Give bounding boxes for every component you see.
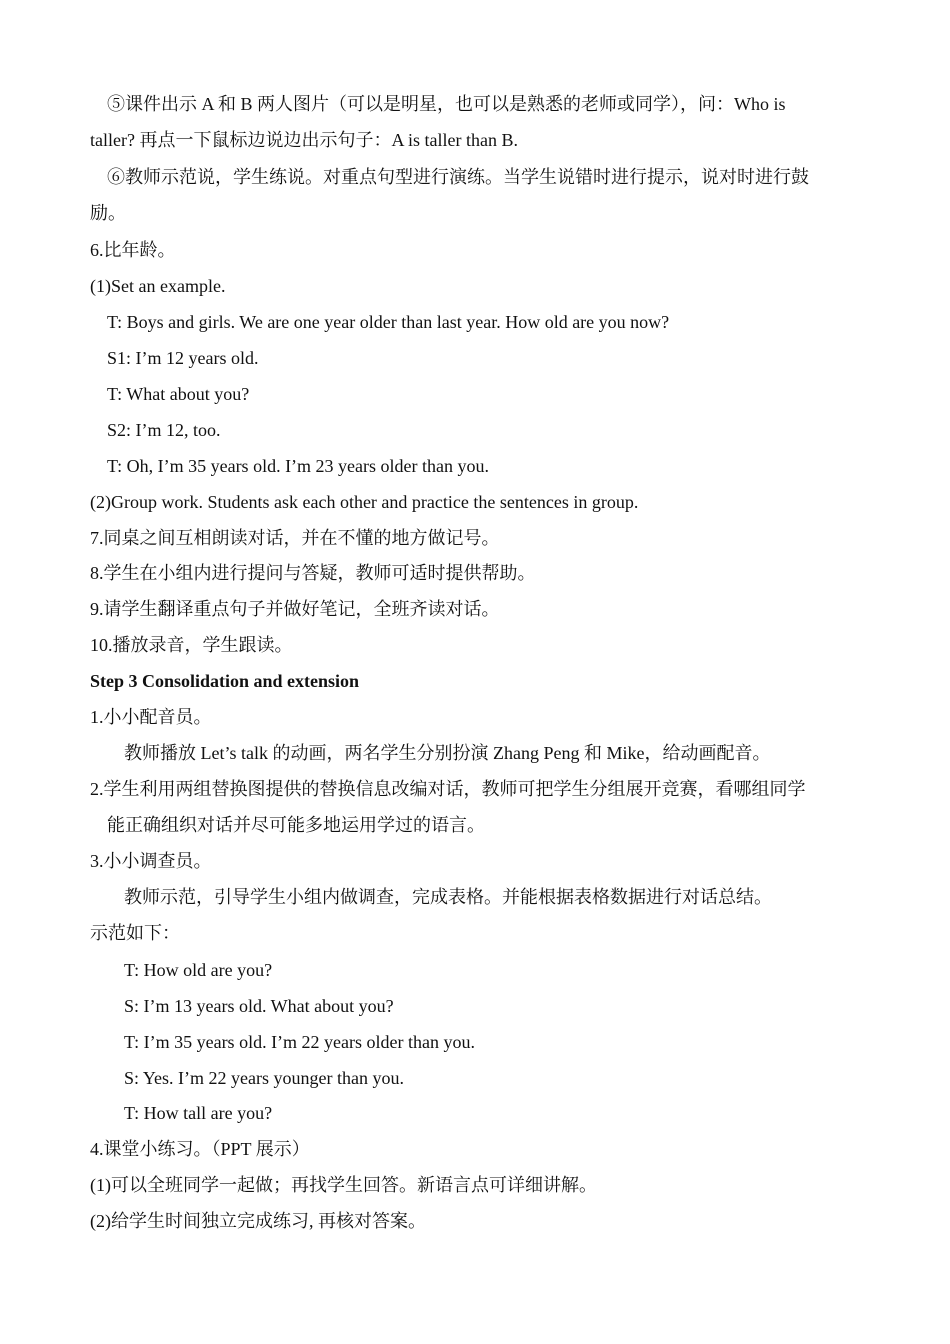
text-line: 4.课堂小练习。（PPT 展示） [90,1139,310,1159]
text-line: 能正确组织对话并尽可能多地运用学过的语言。 [107,815,485,835]
text-line: 示范如下： [90,923,180,943]
dialogue-line: T: I’m 35 years old. I’m 22 years older than you. [124,1032,476,1052]
dialogue-line: S1: I’m 12 years old. [107,348,259,368]
text-line: 2.学生利用两组替换图提供的替换信息改编对话，教师可把学生分组展开竞赛，看哪组同学 [90,779,806,799]
text-line: 教师播放 Let’s talk 的动画，两名学生分别扮演 Zhang Peng 和 Mike，给动画配音。 [124,743,771,763]
dialogue-line: S: I’m 13 years old. What about you? [124,996,394,1016]
dialogue-line: T: Boys and girls. We are one year older than last year. How old are you now? [107,312,670,332]
step-heading: Step 3 Consolidation and extension [90,671,360,691]
dialogue-line: S2: I’m 12, too. [107,420,221,440]
dialogue-line: T: How old are you? [124,960,273,980]
text-line: 8.学生在小组内进行提问与答疑，教师可适时提供帮助。 [90,563,536,583]
text-line: (2)给学生时间独立完成练习, 再核对答案。 [90,1211,426,1231]
text-line: 9.请学生翻译重点句子并做好笔记，全班齐读对话。 [90,599,500,619]
text-line: 1.小小配音员。 [90,707,212,727]
text-line: (1)Set an example. [90,276,226,296]
text-line: 7.同桌之间互相朗读对话，并在不懂的地方做记号。 [90,528,500,548]
section-heading: 6.比年龄。 [90,240,176,260]
text-line: (1)可以全班同学一起做；再找学生回答。新语言点可详细讲解。 [90,1175,597,1195]
text-line: (2)Group work. Students ask each other and practice the sentences in group. [90,492,639,512]
text-line: 3.小小调查员。 [90,851,212,871]
text-line: ⑥教师示范说，学生练说。对重点句型进行演练。当学生说错时进行提示，说对时进行鼓 [107,167,809,187]
text-line: taller? 再点一下鼠标边说边出示句子：A is taller than B. [90,130,518,150]
dialogue-line: T: What about you? [107,384,250,404]
dialogue-line: T: How tall are you? [124,1103,273,1123]
text-line: 教师示范，引导学生小组内做调查，完成表格。并能根据表格数据进行对话总结。 [124,887,772,907]
text-line: 励。 [90,203,126,223]
text-line: 10.播放录音，学生跟读。 [90,635,293,655]
text-line: ⑤课件出示 A 和 B 两人图片（可以是明星，也可以是熟悉的老师或同学），问：Who is [107,94,786,114]
dialogue-line: S: Yes. I’m 22 years younger than you. [124,1068,404,1088]
dialogue-line: T: Oh, I’m 35 years old. I’m 23 years older than you. [107,456,490,476]
